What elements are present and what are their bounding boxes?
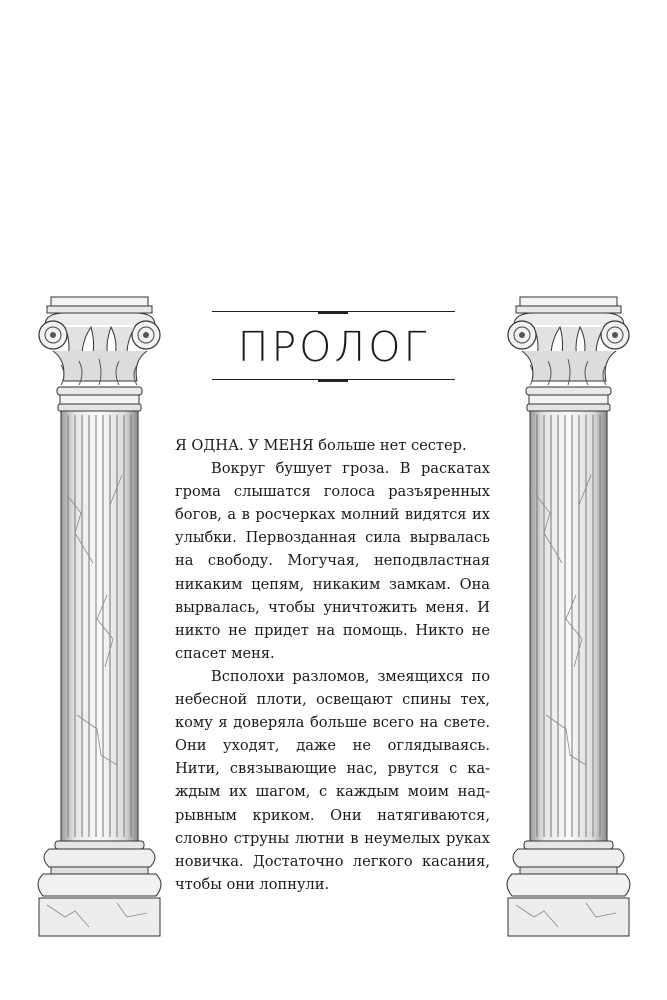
heading-rule-bottom	[212, 379, 455, 380]
paragraph-3: Всполохи разломов, змеящихся по небесной плоти, освещают спины тех, кому я доверяла больше всего на свете. Они уходят, даже не оглядываясь. Нити, связывающие нас, рвутся с каждым их шагом, с каждым моим надрывным криком. Они натягиваются, словно струны лютни в неумелых руках новичка. Достаточно легкого касания, чтобы они лопнули.	[175, 667, 490, 893]
right-column-illustration	[506, 295, 631, 937]
paragraph-1: Я ОДНА. У МЕНЯ больше нет сестер.	[175, 437, 467, 454]
chapter-heading	[212, 306, 455, 386]
heading-rule-top	[212, 311, 455, 312]
paragraph-2: Вокруг бушует гроза. В раскатах грома слышатся голоса разъяренных богов, а в росчерках молний видятся их улыбки. Первозданная сила вырвалась на свободу. Могучая, неподвластная никаким цепям, никаким замкам. Она вырвалась, чтобы уничтожить меня. И никто не придет на помощь. Никто не спасет меня.	[175, 460, 490, 662]
chapter-title: ПРОЛОГ	[237, 323, 430, 371]
body-text	[175, 434, 490, 896]
left-column-illustration	[37, 295, 162, 937]
